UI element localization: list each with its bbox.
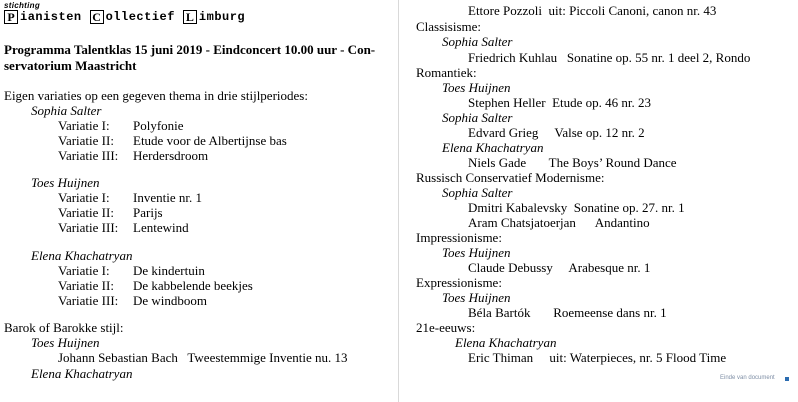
performer-name: Elena Khachatryan [455,335,557,350]
logo-initial-l: L [183,10,197,24]
piece-line: Ettore Pozzoli uit: Piccoli Canoni, canon nr. 43 [468,3,717,18]
piece-line: Claude Debussy Arabesque nr. 1 [468,260,651,275]
end-of-document-label: Einde van document [720,375,775,381]
section-heading: Romantiek: [416,65,477,80]
logo-initial-p: P [4,10,18,24]
variation-title: Inventie nr. 1 [133,190,202,205]
performer-name: Sophia Salter [442,34,513,49]
performer-name: Toes Huijnen [442,245,511,260]
performer-name: Sophia Salter [442,185,513,200]
end-marker-icon [785,377,789,381]
section-heading: Expressionisme: [416,275,502,290]
variation-label: Variatie III: [58,293,119,308]
performer-name: Elena Khachatryan [31,366,133,381]
variation-label: Variatie I: [58,118,110,133]
piece-line: Niels Gade The Boys’ Round Dance [468,155,677,170]
logo-word-1: ianisten [20,10,82,24]
variation-title: Herdersdroom [133,148,209,163]
variation-title: Lentewind [133,220,189,235]
logo [4,10,251,24]
column-divider [398,0,399,402]
variation-title: Parijs [133,205,163,220]
variation-title: De kindertuin [133,263,205,278]
performer-name: Toes Huijnen [31,175,100,190]
variation-label: Variatie I: [58,263,110,278]
section-heading: Impressionisme: [416,230,502,245]
right-column [400,0,798,402]
variation-title: De kabbelende beekjes [133,278,253,293]
logo-word-2: ollectief [105,10,175,24]
variation-label: Variatie II: [58,205,114,220]
logo-stichting: stichting [4,1,41,10]
piece-line: Edvard Grieg Valse op. 12 nr. 2 [468,125,645,140]
variation-label: Variatie III: [58,220,119,235]
piece-line: Eric Thiman uit: Waterpieces, nr. 5 Flood Time [468,350,727,365]
section-heading: Russisch Conservatief Modernisme: [416,170,605,185]
logo-word-3: imburg [198,10,246,24]
program-title-line1: Programma Talentklas 15 juni 2019 - Eindconcert 10.00 uur - Con- [4,42,376,57]
variation-title: Etude voor de Albertijnse bas [133,133,287,148]
logo-initial-c: C [90,10,104,24]
section-heading: 21e-eeuws: [416,320,476,335]
section-heading: Classisisme: [416,19,482,34]
piece-line: Stephen Heller Etude op. 46 nr. 23 [468,95,652,110]
performer-name: Toes Huijnen [442,80,511,95]
performer-name: Sophia Salter [442,110,513,125]
variation-label: Variatie I: [58,190,110,205]
piece-line: Aram Chatsjatoerjan Andantino [468,215,650,230]
piece-line: Friedrich Kuhlau Sonatine op. 55 nr. 1 deel 2, Rondo [468,50,751,65]
performer-name: Toes Huijnen [442,290,511,305]
left-column [0,0,396,402]
variation-label: Variatie III: [58,148,119,163]
variation-label: Variatie II: [58,278,114,293]
variation-title: Polyfonie [133,118,184,133]
performer-name: Elena Khachatryan [31,248,133,263]
program-title-line2: servatorium Maastricht [4,58,137,73]
variation-title: De windboom [133,293,208,308]
performer-name: Toes Huijnen [31,335,100,350]
intro-text: Eigen variaties op een gegeven thema in drie stijlperiodes: [4,88,308,103]
performer-name: Sophia Salter [31,103,102,118]
variation-label: Variatie II: [58,133,114,148]
piece-line: Béla Bartók Roemeense dans nr. 1 [468,305,667,320]
section-heading: Barok of Barokke stijl: [4,320,124,335]
piece-line: Dmitri Kabalevsky Sonatine op. 27. nr. 1 [468,200,685,215]
performer-name: Elena Khachatryan [442,140,544,155]
piece-line: Johann Sebastian Bach Tweestemmige Inventie nu. 13 [58,350,348,365]
